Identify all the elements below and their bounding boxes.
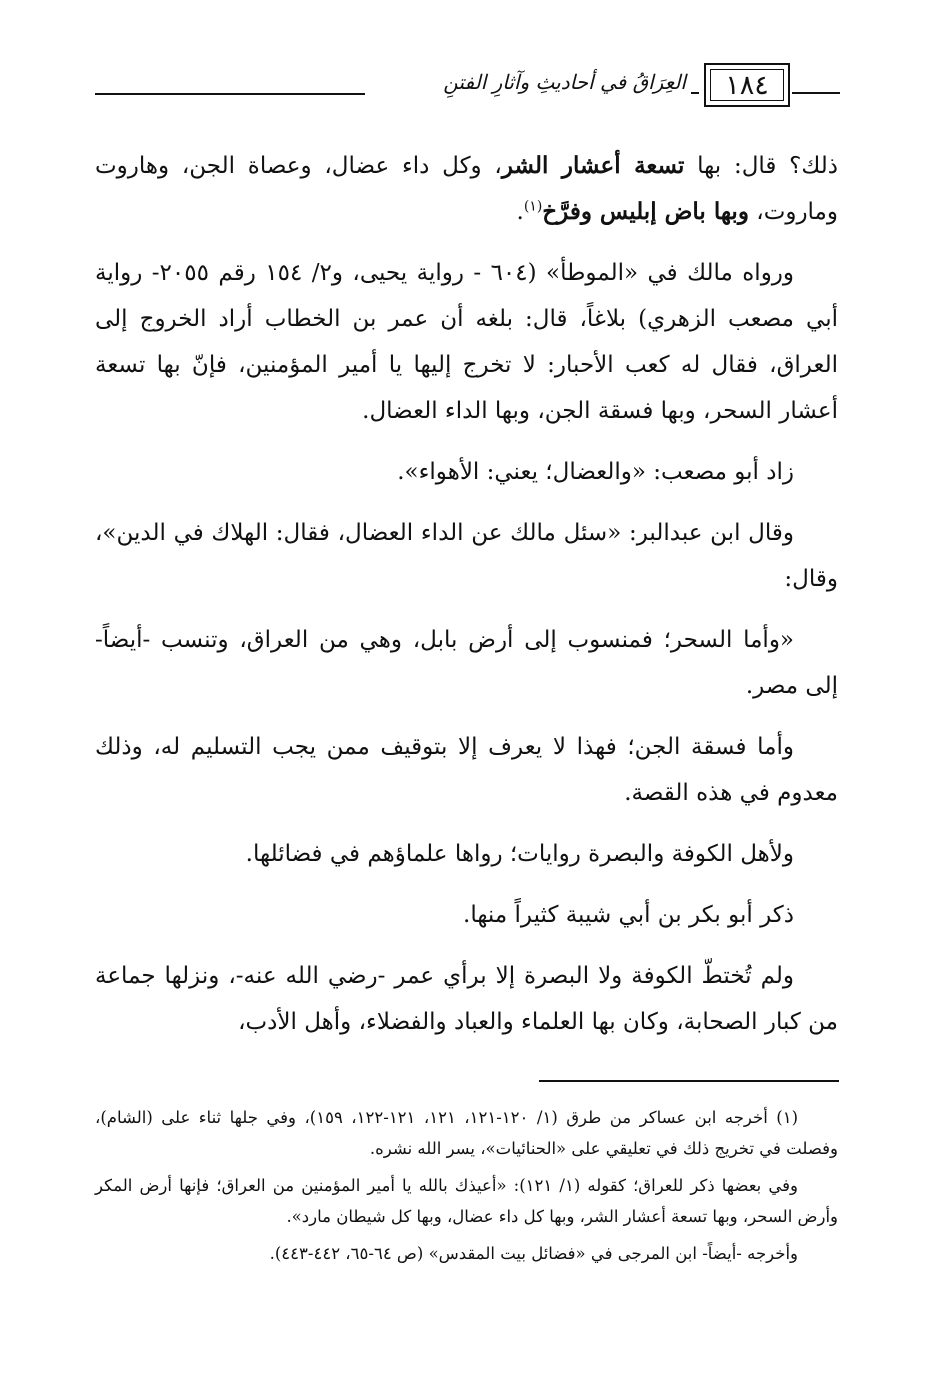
paragraph: «وأما السحر؛ فمنسوب إلى أرض بابل، وهي من العراق، وتنسب -أيضاً- إلى مصر.: [95, 627, 838, 699]
paragraph: ورواه مالك في «الموطأ» (٦٠٤ - رواية يحيى، و٢/ ١٥٤ رقم ٢٠٥٥- رواية أبي مصعب الزهري) بلاغاً، قال: بلغه أن عمر بن الخطاب أراد الخروج إلى العراق، فقال له كعب الأحبار: لا تخرج إليها يا أمير المؤمنين، فإنّ بها تسعة أعشار السحر، وبها فسقة الجن، وبها الداء العضال.: [95, 260, 838, 424]
paragraph: زاد أبو مصعب: «والعضال؛ يعني: الأهواء».: [397, 459, 794, 485]
paragraph: وقال ابن عبدالبر: «سئل مالك عن الداء العضال، فقال: الهلاك في الدين»، وقال:: [95, 520, 838, 592]
footnote: وأخرجه -أيضاً- ابن المرجى في «فضائل بيت المقدس» (ص ٦٤-٦٥، ٤٤٢-٤٤٣).: [269, 1244, 798, 1263]
text-run: .: [516, 199, 524, 225]
footnote: (١) أخرجه ابن عساكر من طرق (١/ ١٢٠-١٢١، ١٢١، ١٢١-١٢٢، ١٥٩)، وفي جلها ثناء على (الشام)، وفصلت في تخريج ذلك في تعليقي على «الحنائيات»، يسر الله نشره.: [95, 1108, 838, 1158]
text-run: ذلك؟ قال: بها: [684, 153, 838, 179]
header-rule-middle: [691, 92, 699, 94]
paragraph: ذكر أبو بكر بن أبي شيبة كثيراً منها.: [463, 902, 794, 928]
bold-phrase: تسعة أعشار الشر: [501, 152, 685, 179]
paragraph: ولم تُختطّ الكوفة ولا البصرة إلا برأي عمر -رضي الله عنه-، ونزلها جماعة من كبار الصحابة، وكان بها العلماء والعباد والفضلاء، وأهل الأدب،: [95, 963, 838, 1035]
footnote-marker: (١): [523, 198, 543, 215]
page-header: [95, 60, 840, 116]
footnote-separator: [539, 1080, 839, 1082]
text-run: ، وكل داء عضال، وعصاة الجن، وهاروت وماروت،: [95, 153, 838, 225]
paragraph: وأما فسقة الجن؛ فهذا لا يعرف إلا بتوقيف ممن يجب التسليم له، وذلك معدوم في هذه القصة.: [95, 734, 838, 806]
bold-phrase: وبها باض إبليس وفرَّخ: [542, 198, 749, 225]
header-rule-left: [95, 93, 365, 95]
footnote: وفي بعضها ذكر للعراق؛ كقوله (١/ ١٢١): «أعيذك بالله يا أمير المؤمنين من العراق؛ فإنها أرض المكر وأرض السحر، وبها تسعة أعشار الشر، وبها كل داء عضال، وبها كل شيطان مارد».: [95, 1176, 838, 1226]
paragraph: [95, 143, 838, 235]
header-rule-right: [792, 92, 840, 94]
page-number: ١٨٤: [704, 63, 790, 107]
running-title: العِرَاقُ في أحاديثِ وآثارِ الفتنِ: [443, 70, 686, 94]
footnotes: [95, 1102, 838, 1275]
paragraph: ولأهل الكوفة والبصرة روايات؛ رواها علماؤهم في فضائلها.: [245, 841, 794, 867]
main-text: [95, 143, 838, 1060]
